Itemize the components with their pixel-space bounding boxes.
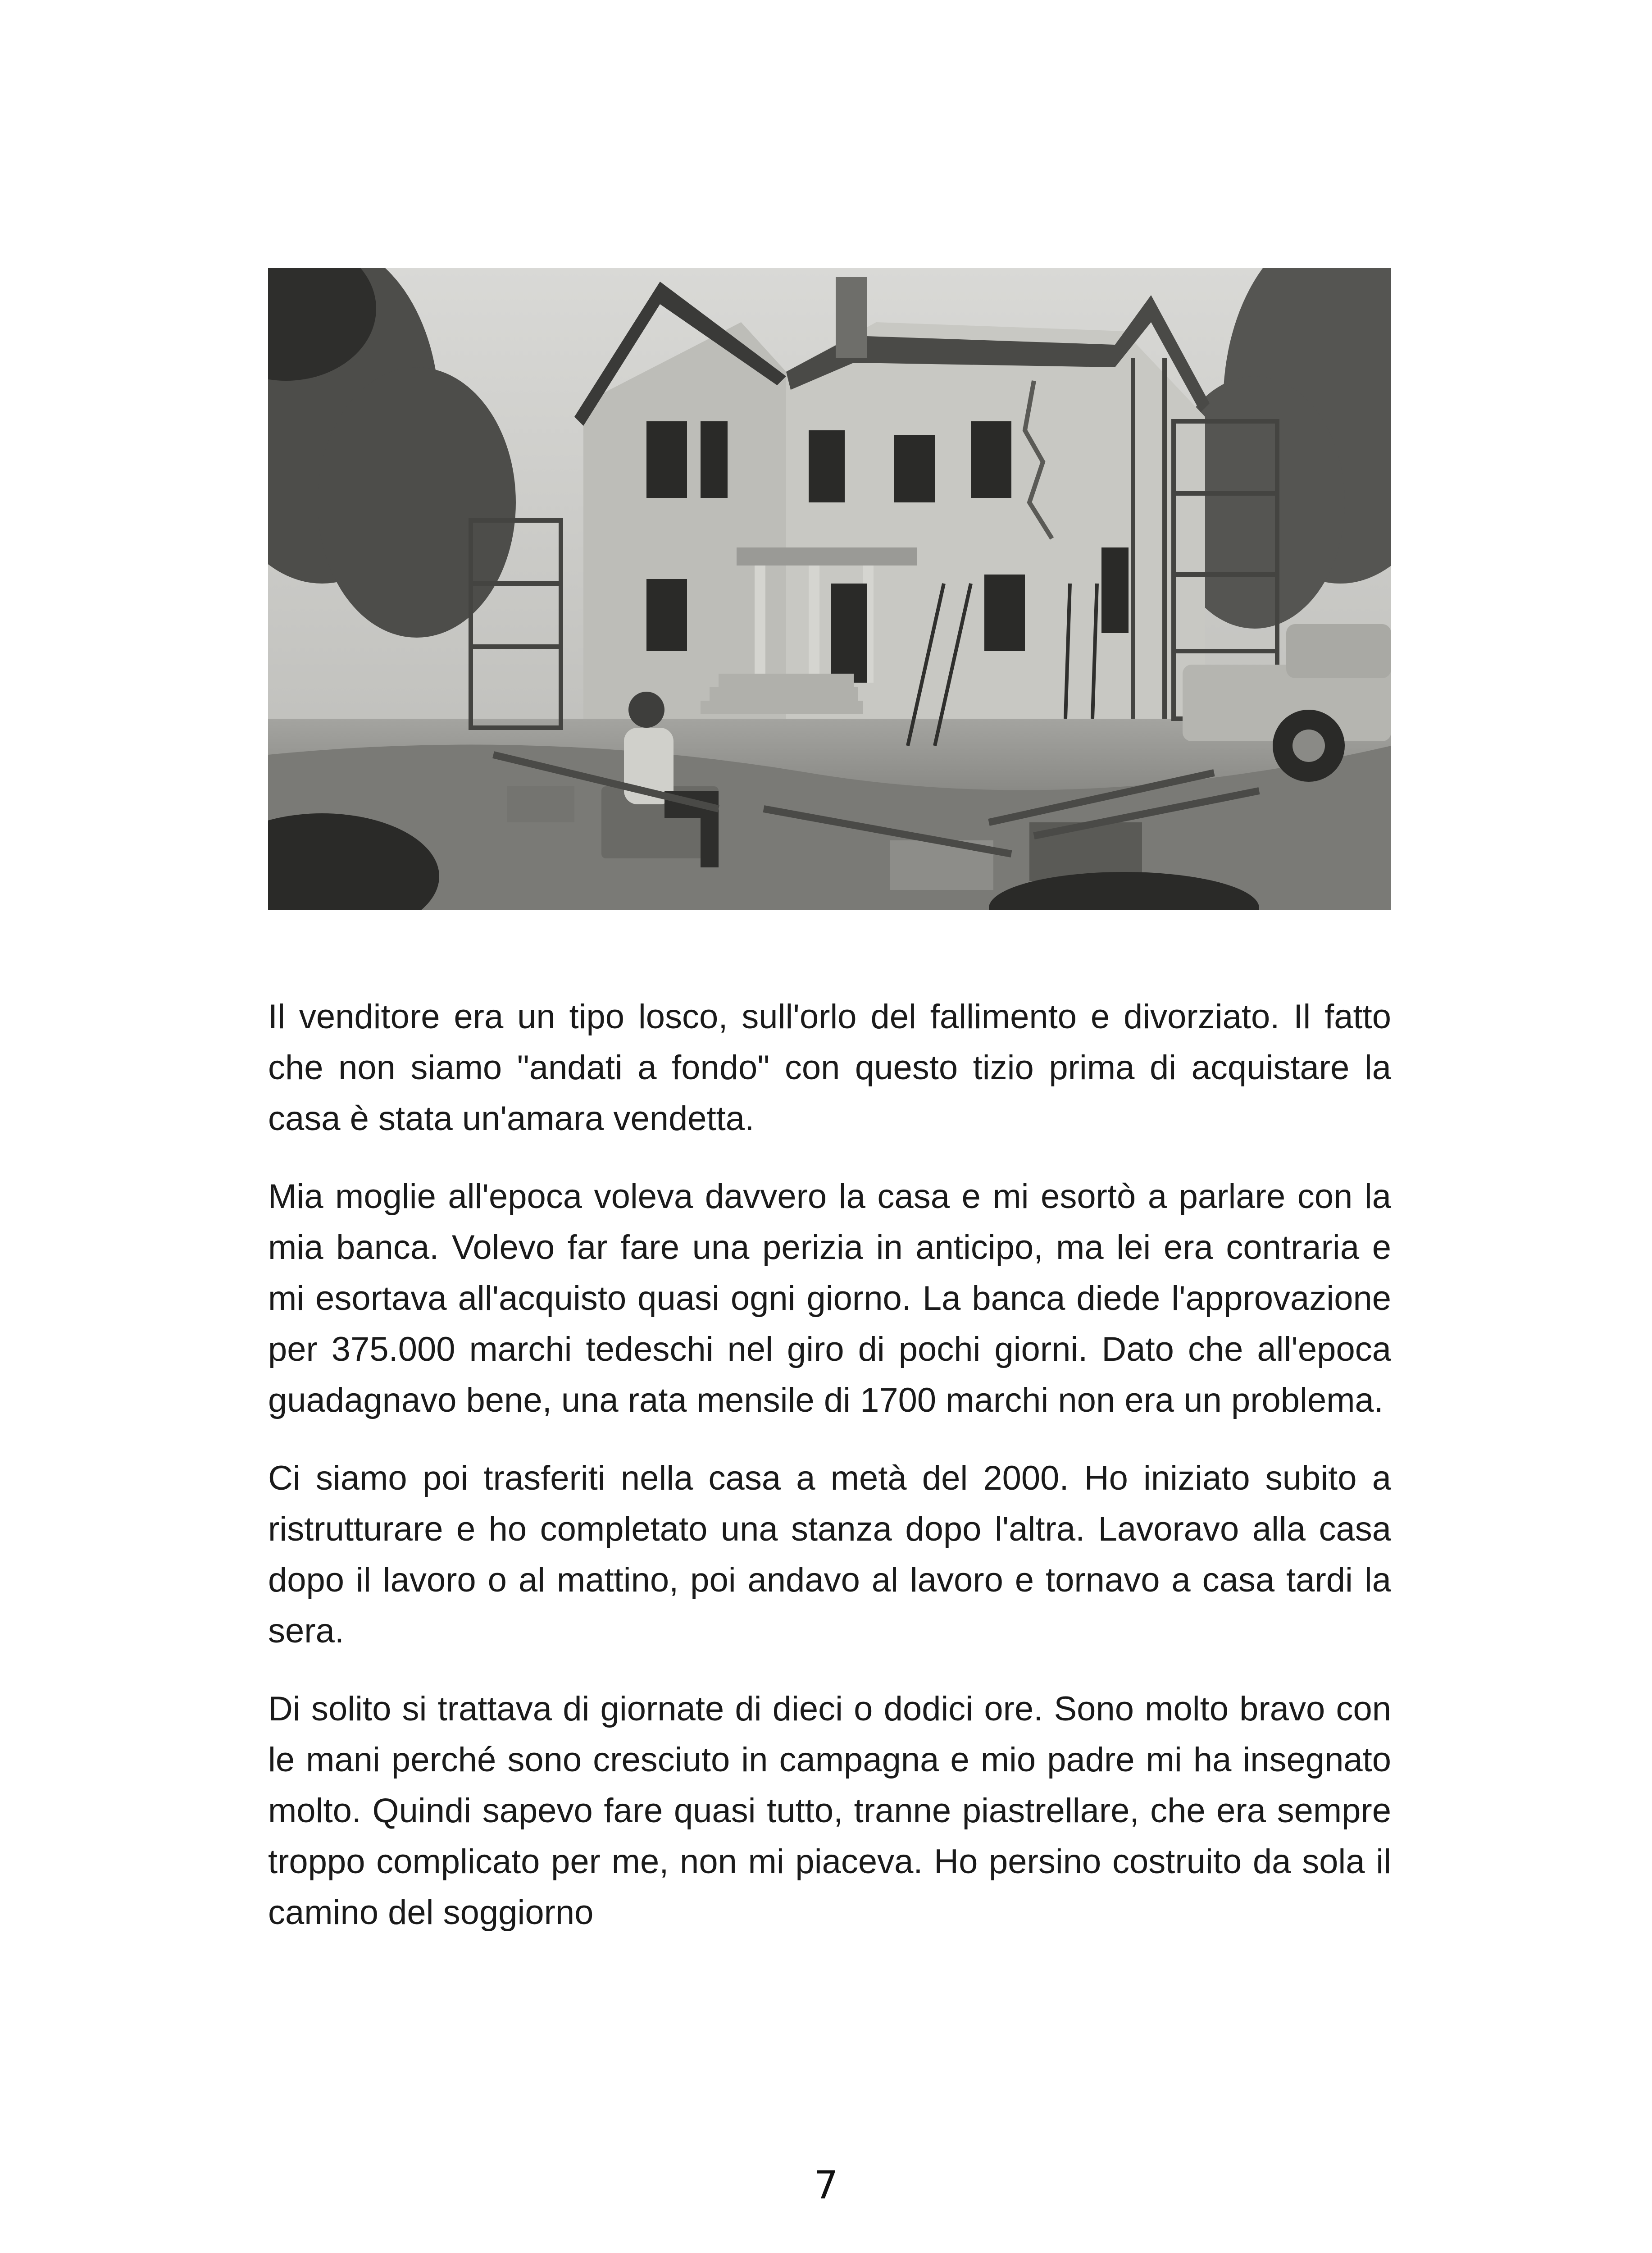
paragraph: Di solito si trattava di giornate di dieci o dodici ore. Sono molto bravo con le mani perché sono cresciuto in campagna e mio padre mi ha insegnato molto. Quindi sapevo fare quasi tutto, tranne piastrellare, che era sempre troppo complicato per me, non mi piaceva. Ho persino costruito da sola il camino del soggiorno (268, 1690, 1391, 1932)
paragraph: Il venditore era un tipo losco, sull'orlo del fallimento e divorziato. Il fatto che non siamo "andati a fondo" con questo tizio prima di acquistare la casa è stata un'amara vendetta. (268, 998, 1391, 1138)
page-number: 7 (814, 2163, 838, 2208)
house-illustration-svg (268, 268, 1391, 910)
paragraph: Ci siamo poi trasferiti nella casa a metà del 2000. Ho iniziato subito a ristrutturare e ho completato una stanza dopo l'altra. Lavoravo alla casa dopo il lavoro o al mattino, poi andavo al lavoro e tornavo a casa tardi la sera. (268, 1459, 1391, 1650)
house-renovation-photo (268, 268, 1391, 910)
paragraph: Mia moglie all'epoca voleva davvero la casa e mi esortò a parlare con la mia banca. Volevo far fare una perizia in anticipo, ma lei era contraria e mi esortava all'acquisto quasi ogni giorno. La banca diede l'approvazione per 375.000 marchi tedeschi nel giro di pochi giorni. Dato che all'epoca guadagnavo bene, una rata mensile di 1700 marchi non era un problema. (268, 1177, 1391, 1419)
page-body-text (268, 991, 1391, 1965)
